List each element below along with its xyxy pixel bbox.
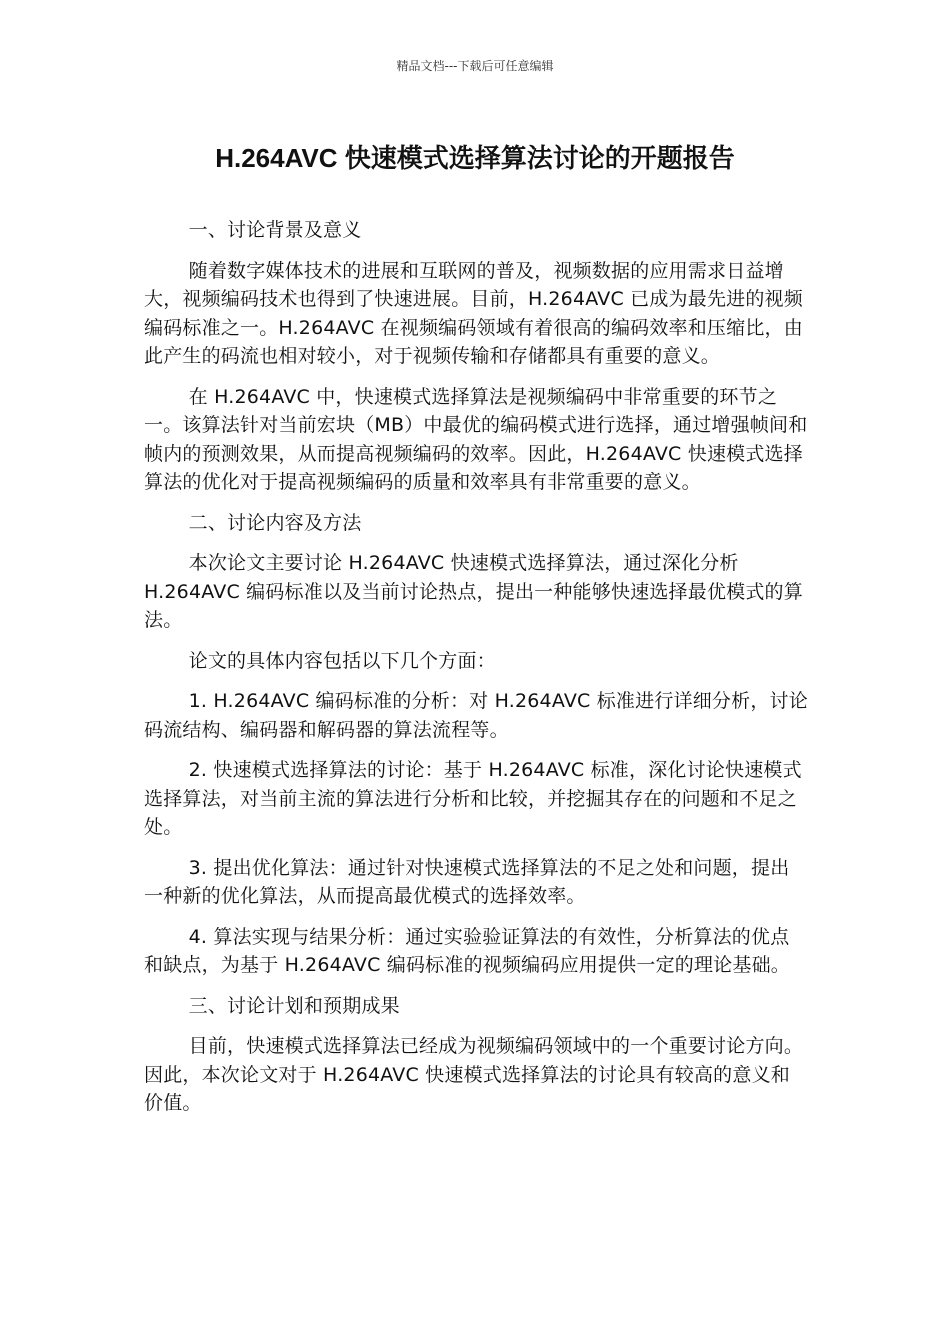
header-note: 精品文档---下载后可任意编辑	[396, 59, 554, 73]
paragraph-background-2: 在 H.264AVC 中，快速模式选择算法是视频编码中非常重要的环节之一。该算法针对当前宏块（MB）中最优的编码模式进行选择，通过增强帧间和帧内的预测效果，从而提高视频编码的效率。因此，H.264AVC 快速模式选择算法的优化对于提高视频编码的质量和效率具有非常重要的意义。	[144, 385, 808, 493]
section-heading-background: 一、讨论背景及意义	[188, 219, 362, 241]
section-heading-content: 二、讨论内容及方法	[188, 511, 362, 534]
paragraph-content-intro: 本次论文主要讨论 H.264AVC 快速模式选择算法，通过深化分析 H.264AVC 编码标准以及当前讨论热点，提出一种能够快速选择最优模式的算法。	[144, 552, 803, 631]
section-heading-plan: 三、讨论计划和预期成果	[188, 994, 400, 1017]
document-body	[144, 216, 808, 1130]
list-item-2: 2. 快速模式选择算法的讨论：基于 H.264AVC 标准，深化讨论快速模式选择算法，对当前主流的算法进行分析和比较，并挖掘其存在的问题和不足之处。	[144, 759, 802, 838]
paragraph-plan-1: 目前，快速模式选择算法已经成为视频编码领域中的一个重要讨论方向。因此，本次论文对于 H.264AVC 快速模式选择算法的讨论具有较高的意义和价值。	[144, 1035, 804, 1114]
list-item-4: 4. 算法实现与结果分析：通过实验验证算法的有效性，分析算法的优点和缺点，为基于 H.264AVC 编码标准的视频编码应用提供一定的理论基础。	[144, 925, 790, 976]
document-title: H.264AVC 快速模式选择算法讨论的开题报告	[215, 143, 735, 173]
list-item-3: 3. 提出优化算法：通过针对快速模式选择算法的不足之处和问题，提出一种新的优化算法，从而提高最优模式的选择效率。	[144, 856, 790, 907]
paragraph-content-list-intro: 论文的具体内容包括以下几个方面：	[188, 649, 496, 672]
paragraph-background-1: 随着数字媒体技术的进展和互联网的普及，视频数据的应用需求日益增大，视频编码技术也得到了快速进展。目前，H.264AVC 已成为最先进的视频编码标准之一。H.264AVC 在视频编码领域有着很高的编码效率和压缩比，由此产生的码流也相对较小，对于视频传输和存储都具有重要的意义。	[144, 259, 803, 367]
list-item-1: 1. H.264AVC 编码标准的分析：对 H.264AVC 标准进行详细分析，讨论码流结构、编码器和解码器的算法流程等。	[144, 690, 808, 741]
